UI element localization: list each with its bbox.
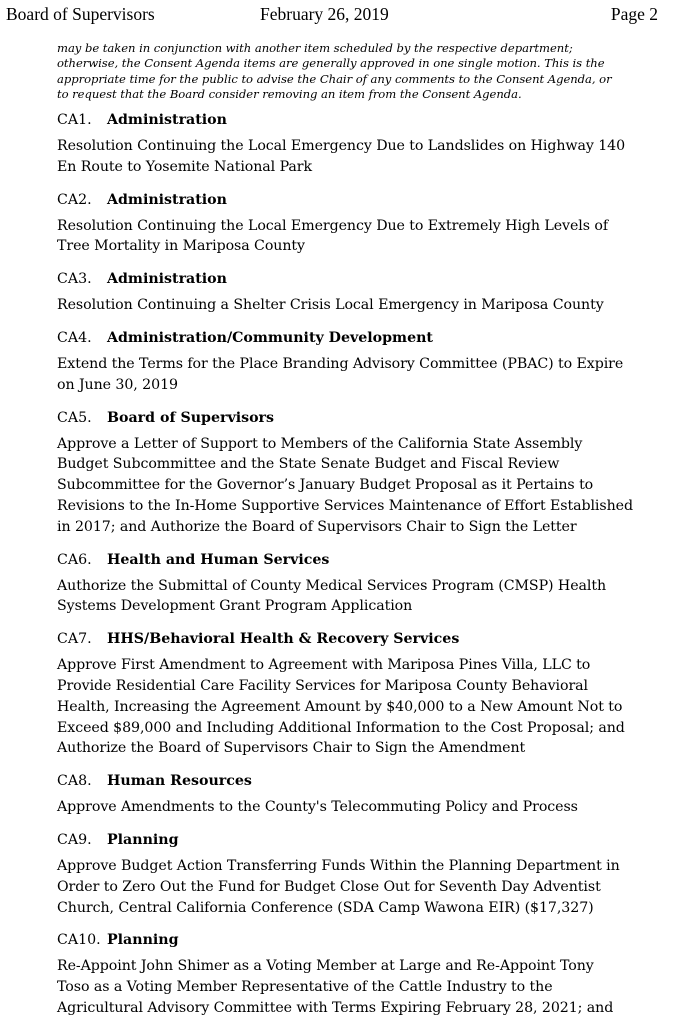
intro-line: otherwise, the Consent Agenda items are generally approved in one single motion. This is the — [57, 56, 605, 71]
agenda-item-department: Board of Supervisors — [107, 409, 275, 426]
agenda-item — [57, 930, 662, 1018]
agenda-item-description — [57, 956, 662, 1018]
consent-agenda-intro — [57, 41, 657, 103]
agenda-item — [57, 629, 662, 759]
agenda-item-heading — [57, 269, 662, 289]
header-title: Board of Supervisors — [6, 4, 155, 24]
description-line: Approve First Amendment to Agreement with Mariposa Pines Villa, LLC to — [57, 657, 591, 674]
description-line: Order to Zero Out the Fund for Budget Close Out for Seventh Day Adventist — [57, 878, 601, 895]
agenda-item — [57, 190, 662, 258]
description-line: En Route to Yosemite National Park — [57, 158, 312, 175]
agenda-item-description — [57, 797, 662, 818]
description-line: Authorize the Submittal of County Medical Services Program (CMSP) Health — [57, 577, 607, 594]
agenda-item — [57, 269, 662, 316]
agenda-item-number: CA4. — [57, 329, 92, 346]
agenda-item-heading — [57, 550, 662, 570]
description-line: Systems Development Grant Program Application — [57, 598, 413, 615]
agenda-item-department: Planning — [107, 831, 179, 848]
agenda-item-heading — [57, 930, 662, 950]
agenda-item-number: CA1. — [57, 112, 92, 128]
agenda-item-description — [57, 295, 662, 316]
description-line: Re-Appoint John Shimer as a Voting Member at Large and Re-Appoint Tony — [57, 958, 594, 975]
agenda-item-number: CA10. — [57, 932, 101, 949]
page-header — [0, 4, 680, 26]
agenda-item-department: Administration — [107, 112, 227, 128]
agenda-item-number: CA8. — [57, 773, 92, 790]
agenda-item-description — [57, 856, 662, 918]
agenda-item-department: HHS/Behavioral Health & Recovery Services — [107, 631, 460, 648]
agenda-item-department: Administration — [107, 271, 227, 288]
agenda-item-department: Health and Human Services — [107, 551, 330, 568]
agenda-item-description — [57, 655, 662, 759]
agenda-item-description — [57, 576, 662, 618]
agenda-item — [57, 830, 662, 918]
agenda-item — [57, 408, 662, 538]
agenda-item-number: CA9. — [57, 831, 92, 848]
description-line: Toso as a Voting Member Representative of the Cattle Industry to the — [57, 979, 553, 996]
agenda-item-heading — [57, 830, 662, 850]
agenda-item-number: CA3. — [57, 271, 92, 288]
description-line: Agricultural Advisory Committee with Terms Expiring February 28, 2021; and — [57, 999, 614, 1016]
agenda-item-department: Administration/Community Development — [107, 329, 433, 346]
description-line: Approve Amendments to the County's Telecommuting Policy and Process — [57, 799, 578, 816]
intro-line: appropriate time for the public to advise the Chair of any comments to the Consent Agenda, or — [57, 71, 612, 86]
agenda-item-department: Human Resources — [107, 773, 252, 790]
agenda-item — [57, 771, 662, 818]
description-line: Approve a Letter of Support to Members of the California State Assembly — [57, 435, 583, 452]
description-line: Approve Budget Action Transferring Funds Within the Planning Department in — [57, 857, 620, 874]
agenda-item-description — [57, 434, 662, 538]
description-line: Authorize the Board of Supervisors Chair to Sign the Amendment — [57, 740, 526, 757]
description-line: Tree Mortality in Mariposa County — [57, 238, 305, 255]
agenda-item-description — [57, 216, 662, 258]
agenda-item-description — [57, 136, 662, 178]
intro-line: may be taken in conjunction with another item scheduled by the respective department; — [57, 41, 573, 55]
agenda-item-heading — [57, 190, 662, 210]
agenda-item-heading — [57, 110, 662, 130]
description-line: Resolution Continuing the Local Emergency Due to Landslides on Highway 140 — [57, 138, 626, 154]
agenda-item-number: CA2. — [57, 191, 92, 208]
agenda-item-heading — [57, 408, 662, 428]
description-line: Resolution Continuing a Shelter Crisis Local Emergency in Mariposa County — [57, 297, 604, 314]
description-line: Provide Residential Care Facility Services for Mariposa County Behavioral — [57, 677, 588, 694]
header-date: February 26, 2019 — [260, 4, 389, 24]
consent-agenda-items — [57, 110, 662, 1031]
description-line: Resolution Continuing the Local Emergency Due to Extremely High Levels of — [57, 217, 609, 234]
agenda-item — [57, 110, 662, 178]
agenda-item-department: Administration — [107, 191, 227, 208]
description-line: on June 30, 2019 — [57, 376, 178, 393]
agenda-item-heading — [57, 771, 662, 791]
description-line: Subcommittee for the Governor’s January Budget Proposal as it Pertains to — [57, 477, 594, 494]
agenda-item-description — [57, 354, 662, 396]
description-line: Exceed $89,000 and Including Additional Information to the Cost Proposal; and — [57, 719, 625, 736]
agenda-item-number: CA7. — [57, 631, 92, 648]
header-page-number: Page 2 — [610, 4, 658, 24]
agenda-item-department: Planning — [107, 932, 179, 949]
description-line: Church, Central California Conference (SDA Camp Wawona EIR) ($17,327) — [57, 899, 594, 916]
description-line: Budget Subcommittee and the State Senate Budget and Fiscal Review — [57, 456, 560, 473]
agenda-item-number: CA6. — [57, 551, 92, 568]
description-line: Extend the Terms for the Place Branding Advisory Committee (PBAC) to Expire — [57, 355, 624, 372]
intro-line: to request that the Board consider removing an item from the Consent Agenda. — [57, 87, 522, 102]
agenda-item — [57, 328, 662, 396]
agenda-item-heading — [57, 629, 662, 649]
agenda-item-number: CA5. — [57, 409, 92, 426]
agenda-item-heading — [57, 328, 662, 348]
description-line: Health, Increasing the Agreement Amount by $40,000 to a New Amount Not to — [57, 698, 623, 715]
agenda-item — [57, 550, 662, 618]
description-line: in 2017; and Authorize the Board of Supervisors Chair to Sign the Letter — [57, 518, 577, 535]
description-line: Revisions to the In-Home Supportive Services Maintenance of Effort Established — [57, 497, 633, 514]
